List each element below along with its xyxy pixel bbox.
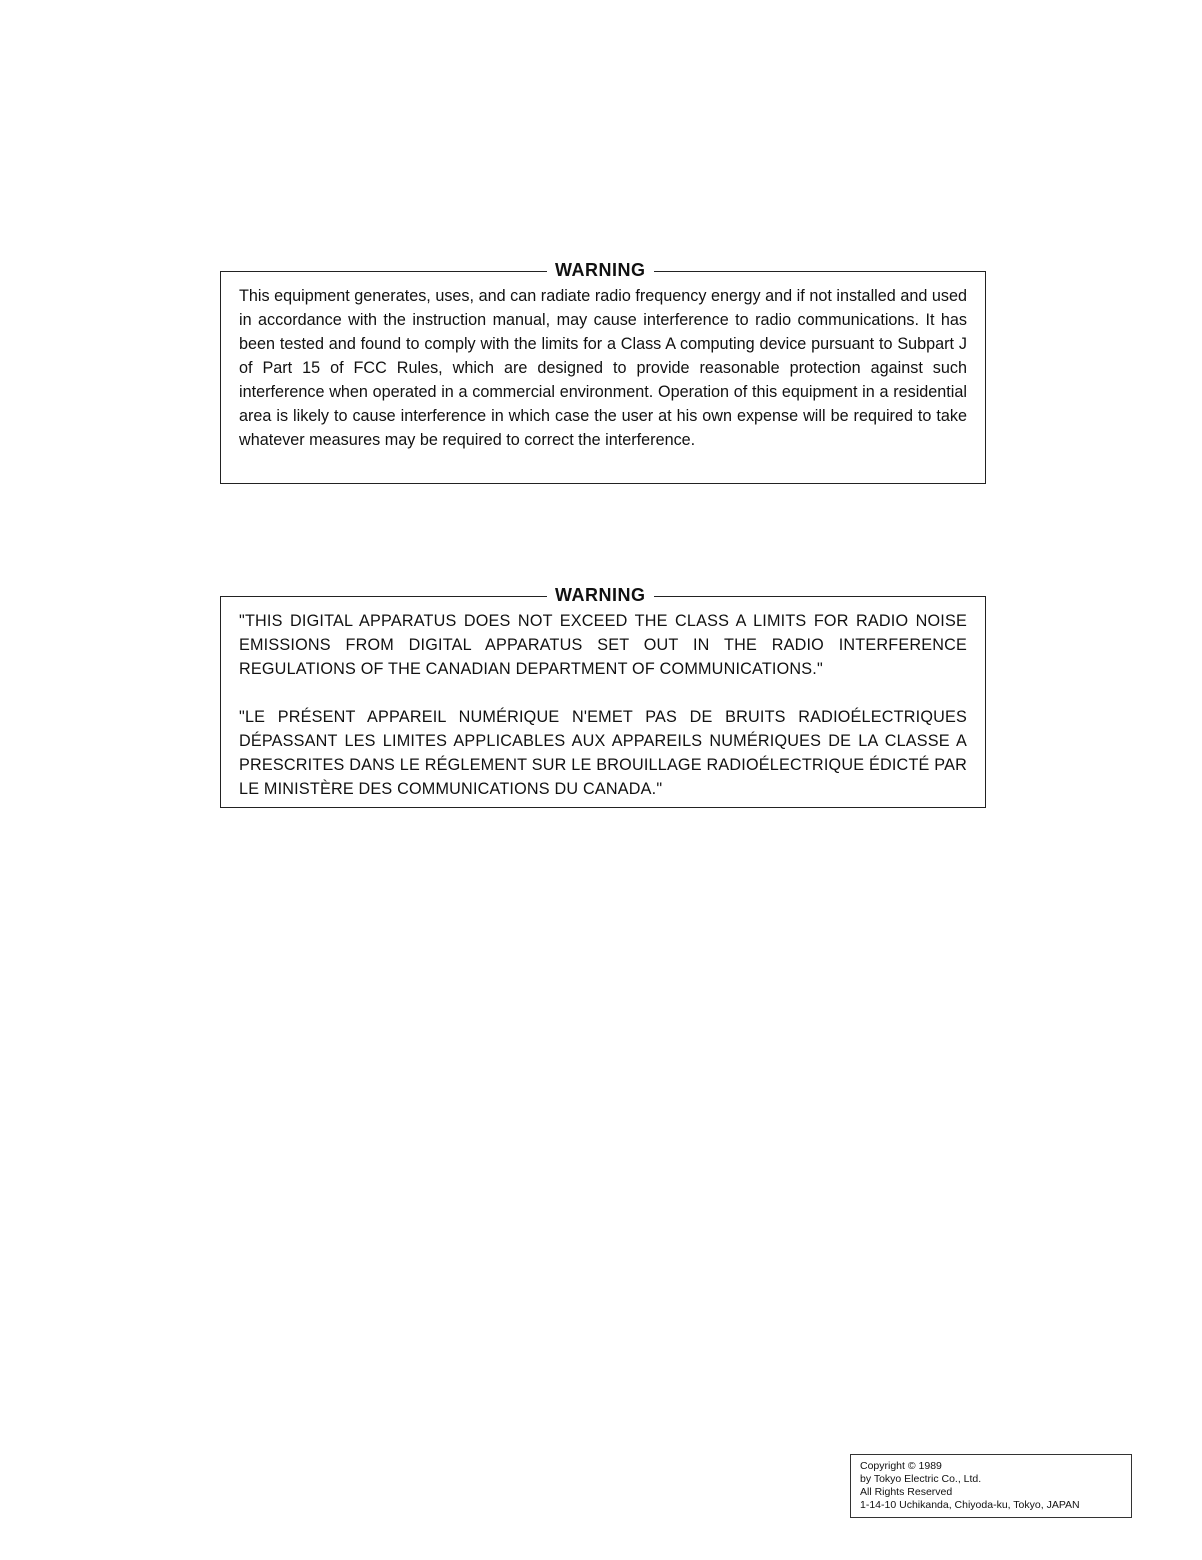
canada-warning-english-text: "THIS DIGITAL APPARATUS DOES NOT EXCEED THE CLASS A LIMITS FOR RADIO NOISE EMISSIONS FROM DIGITAL APPARATUS SET OUT IN THE RADIO INTERFERENCE REGULATIONS OF THE CANADIAN DEPARTMENT OF COMMUNICATIONS.": [239, 612, 967, 678]
copyright-rights-line: All Rights Reserved: [860, 1486, 953, 1498]
canada-warning-box: [220, 585, 986, 808]
warning-title: WARNING: [547, 583, 654, 607]
copyright-company-line: by Tokyo Electric Co., Ltd.: [860, 1473, 982, 1485]
warning-title: WARNING: [547, 258, 654, 282]
copyright-box: [850, 1454, 1132, 1518]
canada-warning-french-text: "LE PRÉSENT APPAREIL NUMÉRIQUE N'EMET PAS DE BRUITS RADIOÉLECTRIQUES DÉPASSANT LES LIMITES APPLICABLES AUX APPAREILS NUMÉRIQUES DE LA CLASSE A PRESCRITES DANS LE RÉGLEMENT SUR LE BROUILLAGE RADIOÉLECTRIQUE ÉDICTÉ PAR LE MINISTÈRE DES COMMUNICATIONS DU CANADA.": [239, 708, 967, 798]
fcc-warning-text: This equipment generates, uses, and can radiate radio frequency energy and if not installed and used in accordance with the instruction manual, may cause interference to radio communications. It has been tested and found to comply with the limits for a Class A computing device pursuant to Subpart J of Part 15 of FCC Rules, which are designed to provide reasonable protection against such interference when operated in a commercial environment. Operation of this equipment in a residential area is likely to cause interference in which case the user at his own expense will be required to take whatever measures may be required to correct the interference.: [239, 287, 967, 449]
fcc-warning-box: [220, 260, 986, 484]
copyright-address-line: 1-14-10 Uchikanda, Chiyoda-ku, Tokyo, JAPAN: [860, 1499, 1080, 1511]
copyright-line: Copyright © 1989: [860, 1460, 942, 1472]
